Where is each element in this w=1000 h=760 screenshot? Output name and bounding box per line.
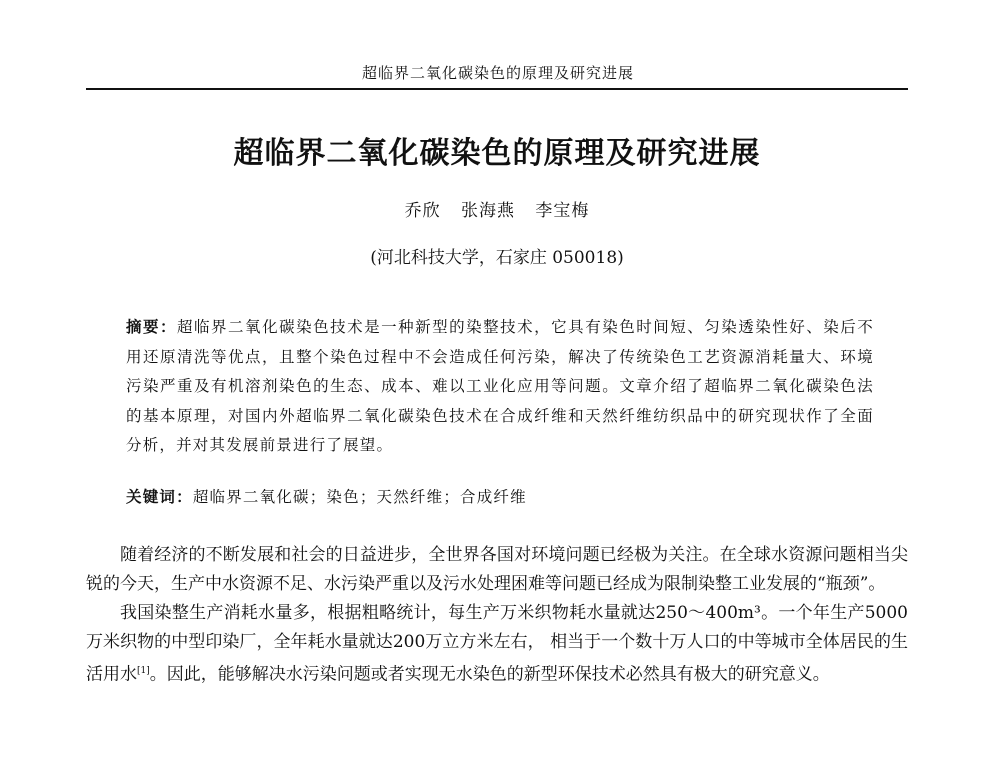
paragraph-2-text-a: 我国染整生产消耗水量多，根据粗略统计，每生产万米织物耗水量就达250～400m³。一个年生产5000万米织物的中型印染厂，全年耗水量就达200万立方米左右， 相当于一个数十万人口的中等城市全体居民的生活用水 — [86, 603, 908, 685]
authors: 乔欣 张海燕 李宝梅 — [404, 201, 590, 221]
citation-ref[interactable]: [1] — [137, 666, 150, 676]
paragraph-2 — [86, 599, 908, 690]
keywords — [126, 485, 874, 507]
abstract-label: 摘要： — [126, 317, 178, 336]
abstract — [126, 312, 874, 461]
keywords-text: 超临界二氧化碳；染色；天然纤维；合成纤维 — [192, 488, 527, 506]
affiliation: (河北科技大学，石家庄 050018) — [370, 248, 624, 268]
paper-title: 超临界二氧化碳染色的原理及研究进展 — [233, 136, 761, 171]
body-text — [86, 541, 908, 690]
header-rule — [86, 88, 908, 90]
keywords-label: 关键词： — [126, 487, 193, 506]
paragraph-2-text-b: 。因此，能够解决水污染问题或者实现无水染色的新型环保技术必然具有极大的研究意义。 — [149, 664, 830, 685]
abstract-text: 超临界二氧化碳染色技术是一种新型的染整技术，它具有染色时间短、匀染透染性好、染后不用还原清洗等优点，且整个染色过程中不会造成任何污染，解决了传统染色工艺资源消耗量大、环境污染严重及有机溶剂染色的生态、成本、难以工业化应用等问题。文章介绍了超临界二氧化碳染色法的基本原理，对国内外超临界二氧化碳染色技术在合成纤维和天然纤维纺织品中的研究现状作了全面分析，并对其发展前景进行了展望。 — [126, 318, 875, 454]
running-header: 超临界二氧化碳染色的原理及研究进展 — [361, 64, 634, 82]
paragraph-1: 随着经济的不断发展和社会的日益进步，全世界各国对环境问题已经极为关注。在全球水资源问题相当尖锐的今天，生产中水资源不足、水污染严重以及污水处理困难等问题已经成为限制染整工业发展的“瓶颈”。 — [86, 545, 908, 594]
